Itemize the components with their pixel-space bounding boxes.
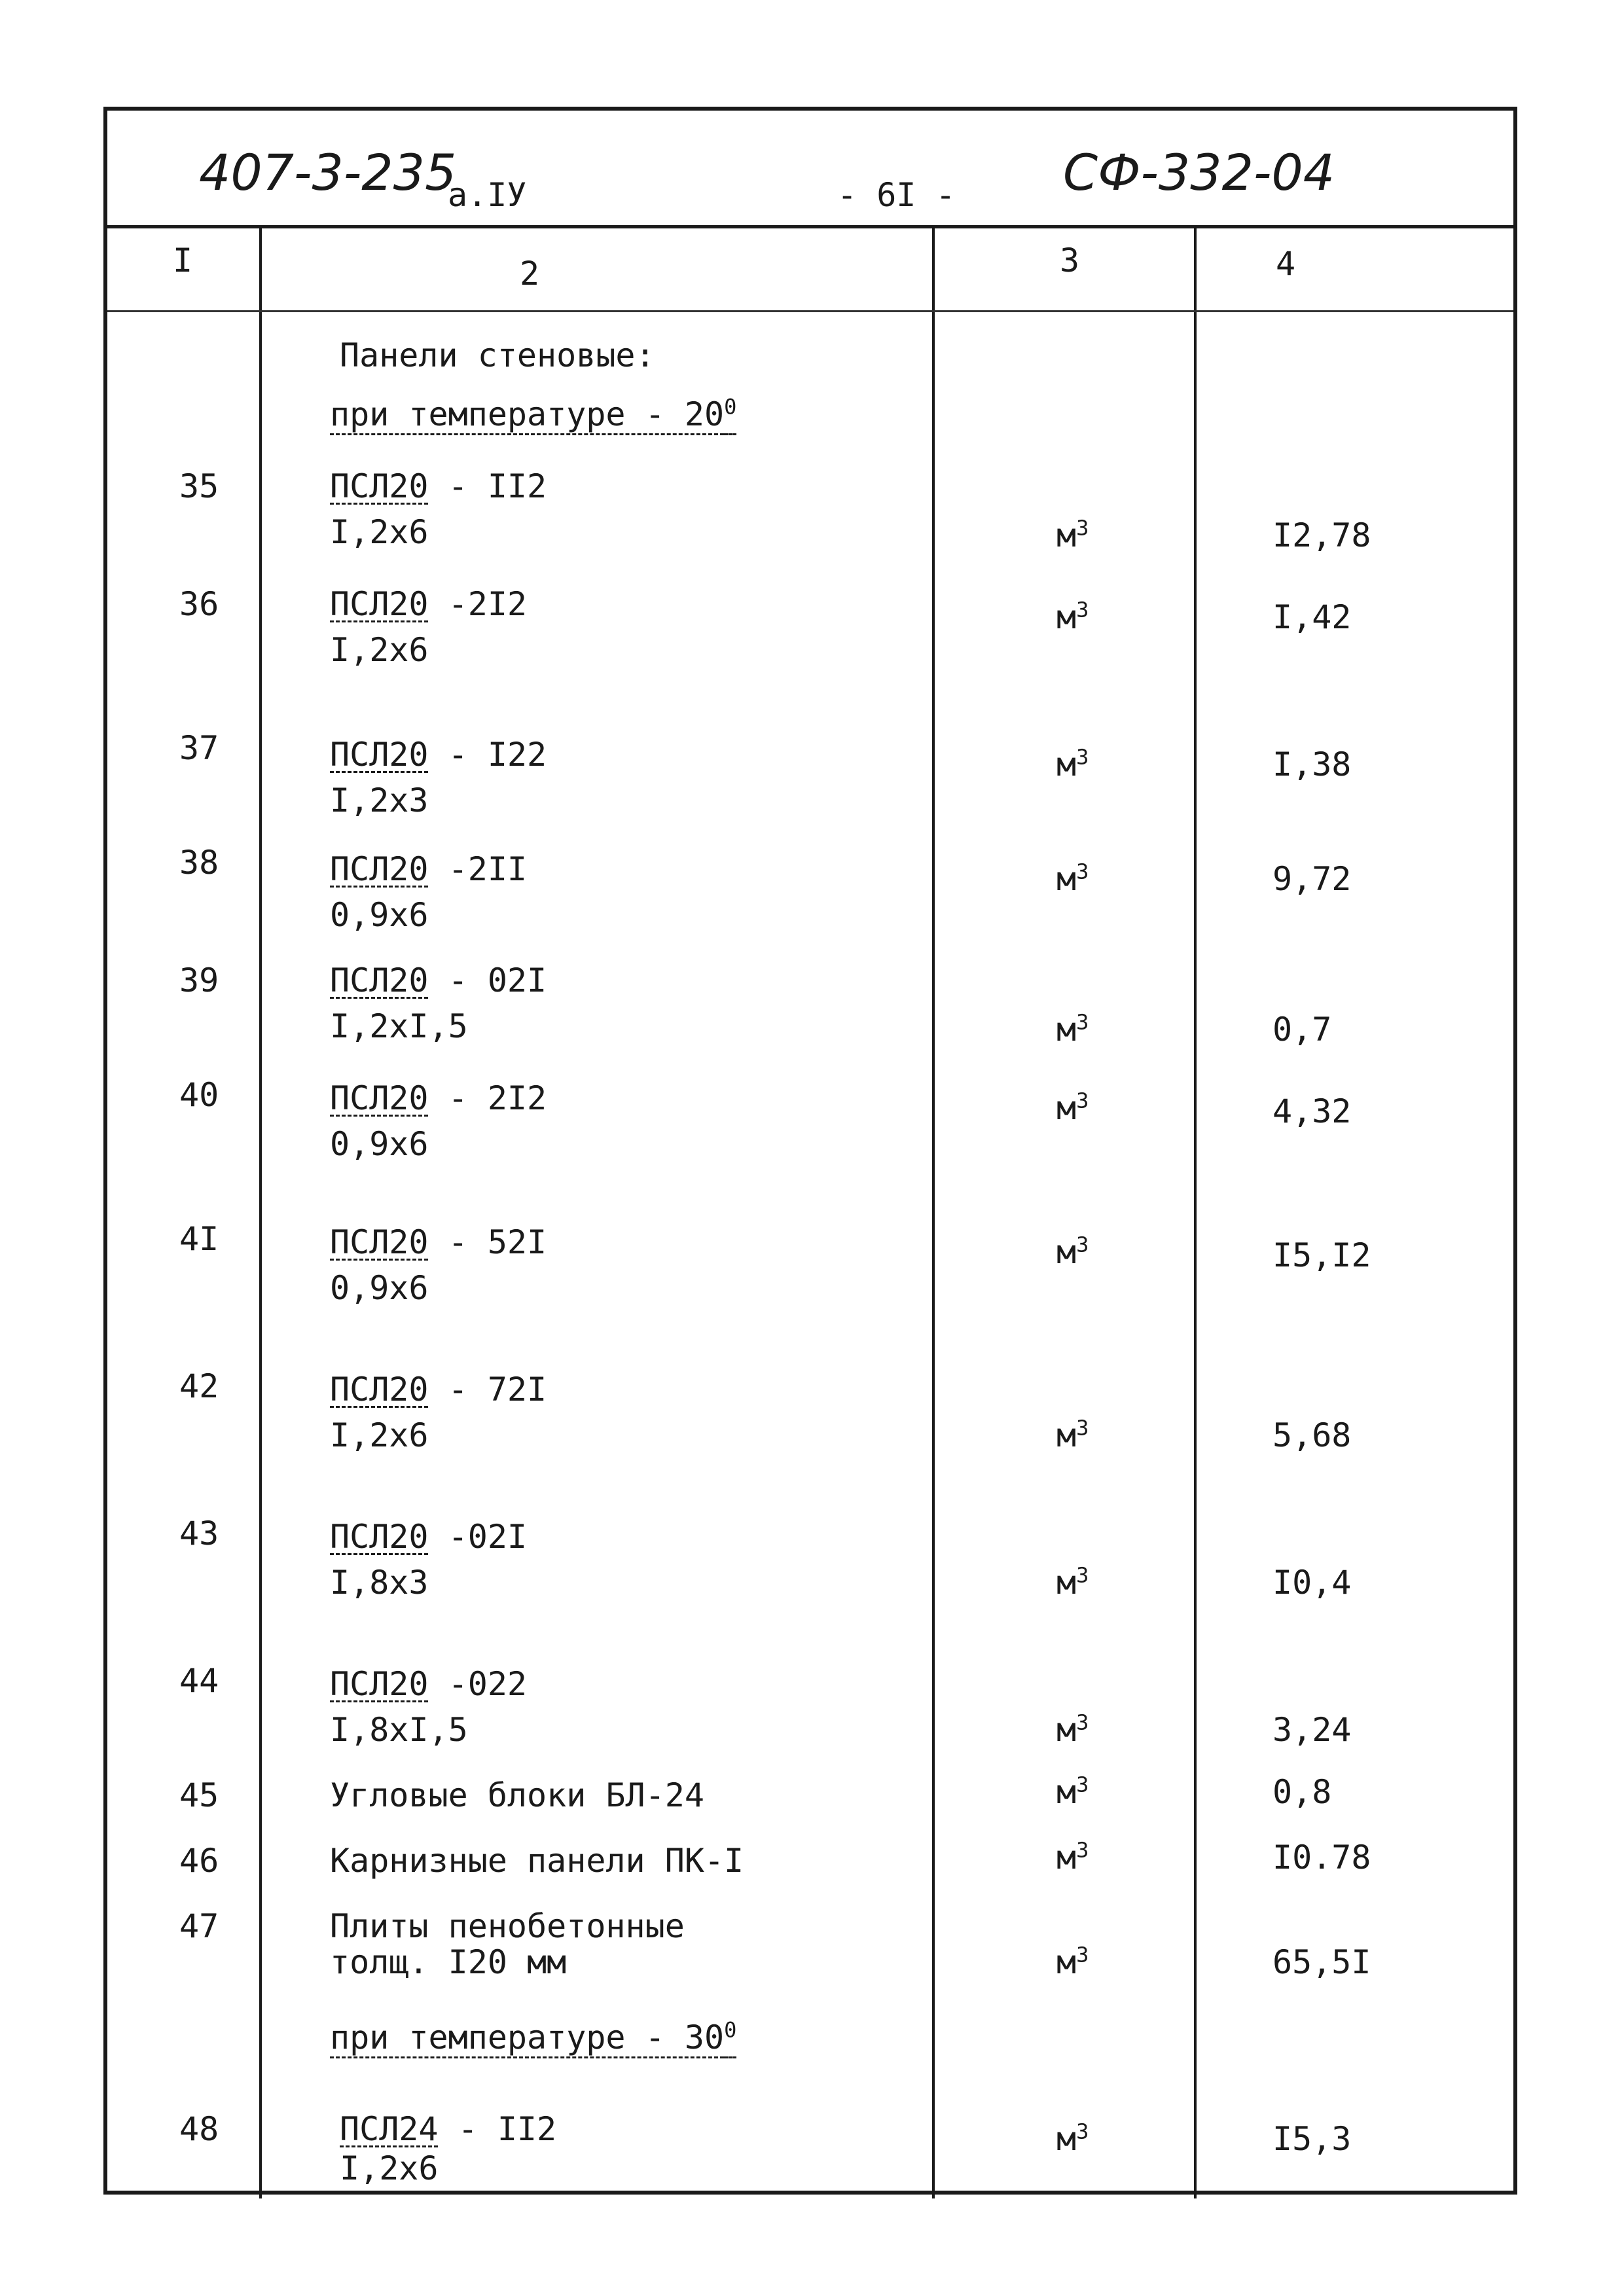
item-quantity: I0,4	[1272, 1564, 1352, 1602]
section-subtitle-20: при температуре - $20^0$	[330, 394, 737, 433]
column-header-3: 3	[1060, 242, 1080, 279]
page-number: - 6I -	[837, 176, 956, 214]
row-number: 39	[179, 961, 219, 999]
item-designation: ПСЛ20 - 02I	[330, 961, 547, 999]
item-unit: $м^3$	[1056, 1837, 1089, 1876]
item-unit: $м^3$	[1056, 1088, 1089, 1127]
item-quantity: 0,8	[1272, 1773, 1332, 1811]
item-quantity: I,38	[1272, 745, 1352, 783]
document-code-right: СФ-332-04	[1063, 143, 1335, 202]
item-size: I,2х3	[330, 781, 429, 819]
item-size: I,8хI,5	[330, 1711, 468, 1749]
row-number: 35	[179, 467, 219, 505]
column-header-4: 4	[1276, 245, 1296, 283]
item-unit: $м^3$	[1056, 1710, 1089, 1749]
item-unit: $м^3$	[1056, 1232, 1089, 1271]
item-quantity: 9,72	[1272, 860, 1352, 898]
item-size: I,2х6	[330, 513, 429, 551]
row-number: 47	[179, 1907, 219, 1945]
section-title: Панели стеновые:	[340, 336, 655, 374]
item-unit: $м^3$	[1056, 1415, 1089, 1454]
album-number: а.IУ	[448, 176, 527, 214]
item-quantity: I2,78	[1272, 516, 1371, 554]
item-quantity: I0.78	[1272, 1839, 1371, 1876]
item-unit: $м^3$	[1056, 1942, 1089, 1981]
document-code-left: 407-3-235	[199, 143, 457, 202]
item-size: 0,9х6	[330, 1269, 429, 1307]
item-name: Плиты пенобетонные	[330, 1907, 685, 1945]
item-designation: ПСЛ20 -02I	[330, 1518, 528, 1556]
item-quantity: 65,5I	[1272, 1943, 1371, 1981]
column-divider-2	[932, 228, 935, 2198]
column-header-divider	[107, 310, 1513, 312]
item-size: 0,9х6	[330, 896, 429, 934]
row-number: 45	[179, 1776, 219, 1814]
item-quantity: 3,24	[1272, 1711, 1352, 1749]
item-designation: ПСЛ20 -022	[330, 1665, 528, 1703]
column-divider-1	[259, 228, 262, 2198]
item-designation: ПСЛ20 -2I2	[330, 585, 528, 623]
row-number: 44	[179, 1662, 219, 1700]
document-frame	[103, 107, 1517, 2195]
row-number: 43	[179, 1515, 219, 1552]
column-divider-3	[1194, 228, 1197, 2198]
item-quantity: 5,68	[1272, 1416, 1352, 1454]
item-size: I,2хI,5	[330, 1007, 468, 1045]
item-designation: ПСЛ20 - II2	[330, 467, 547, 505]
item-unit: $м^3$	[1056, 2119, 1089, 2158]
item-size: 0,9х6	[330, 1125, 429, 1163]
item-designation: ПСЛ20 - 52I	[330, 1223, 547, 1261]
item-unit: $м^3$	[1056, 1562, 1089, 1602]
row-number: 4I	[179, 1220, 219, 1258]
item-designation: ПСЛ20 - I22	[330, 736, 547, 774]
item-unit: $м^3$	[1056, 515, 1089, 554]
row-number: 38	[179, 844, 219, 882]
row-number: 40	[179, 1076, 219, 1114]
item-unit: $м^3$	[1056, 1009, 1089, 1049]
item-quantity: 4,32	[1272, 1092, 1352, 1130]
item-size: I,2х6	[330, 1416, 429, 1454]
item-designation: ПСЛ20 - 2I2	[330, 1079, 547, 1117]
item-quantity: I,42	[1272, 598, 1352, 636]
item-unit: $м^3$	[1056, 744, 1089, 783]
section-subtitle-30: при температуре - $30^0$	[330, 2017, 737, 2056]
item-designation: ПСЛ20 - 72I	[330, 1371, 547, 1408]
item-quantity: 0,7	[1272, 1011, 1332, 1049]
item-unit: $м^3$	[1056, 1772, 1089, 1811]
row-number: 36	[179, 585, 219, 623]
item-size: I,8х3	[330, 1564, 429, 1602]
item-name: Карнизные панели ПК-I	[330, 1842, 744, 1880]
item-unit: $м^3$	[1056, 597, 1089, 636]
item-unit: $м^3$	[1056, 859, 1089, 898]
column-header-1: I	[173, 242, 193, 279]
item-quantity: I5,3	[1272, 2120, 1352, 2158]
item-quantity: I5,I2	[1272, 1236, 1371, 1274]
column-header-2: 2	[520, 255, 540, 293]
item-designation: ПСЛ20 -2II	[330, 850, 528, 888]
row-number: 48	[179, 2110, 219, 2148]
header-divider	[107, 225, 1513, 228]
item-size: I,2х6	[340, 2149, 439, 2187]
item-size: I,2х6	[330, 631, 429, 669]
item-name-line2: толщ. I20 мм	[330, 1943, 567, 1981]
item-name: Угловые блоки БЛ-24	[330, 1776, 704, 1814]
item-designation: ПСЛ24 - II2	[340, 2110, 557, 2148]
row-number: 37	[179, 729, 219, 767]
row-number: 46	[179, 1842, 219, 1880]
row-number: 42	[179, 1367, 219, 1405]
